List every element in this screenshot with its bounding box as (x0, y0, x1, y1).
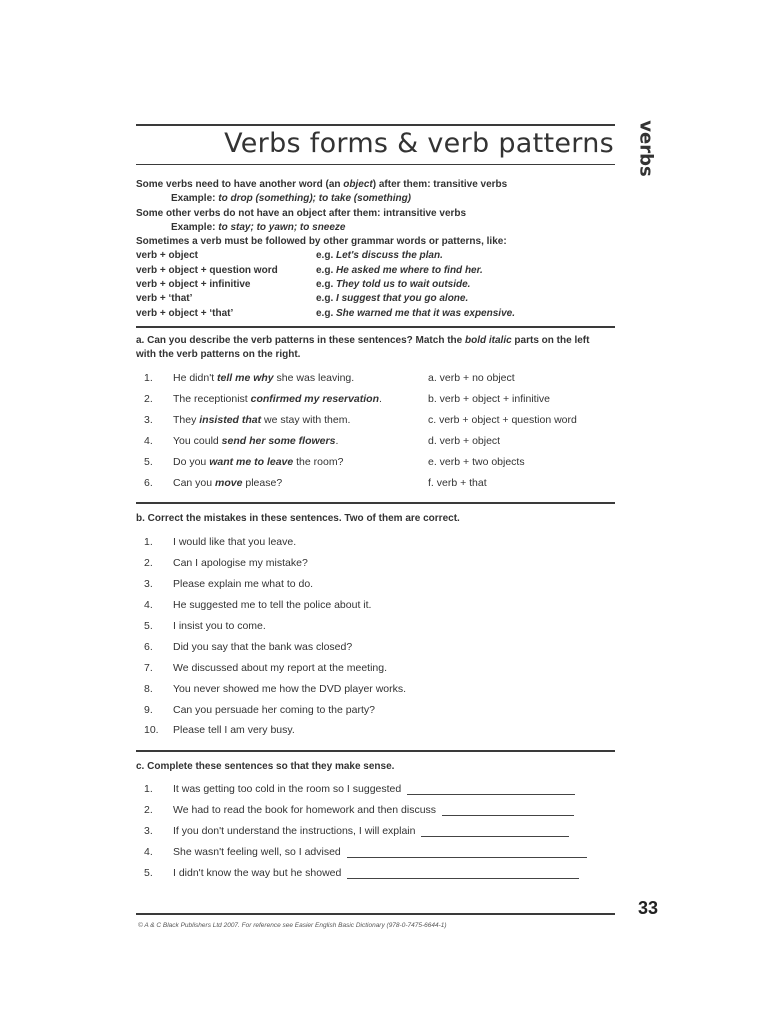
pattern-option: f. verb + that (428, 476, 487, 489)
list-item: 4. You could send her some flowers. d. verb + object (144, 435, 501, 448)
section-a-heading: a. Can you describe the verb patterns in these sentences? Match the bold italic parts on the left with the verb patterns on the right. (136, 335, 590, 360)
intro-line-3: Some other verbs do not have an object after them: intransitive verbs (136, 207, 467, 219)
pattern-row: verb + object + question word e.g. He asked me where to find her. (136, 264, 483, 276)
list-item: 3. Please explain me what to do. (144, 578, 314, 591)
list-item: 5. Do you want me to leave the room? e. verb + two objects (144, 456, 525, 468)
intro-line-5: Sometimes a verb must be followed by other grammar words or patterns, like: (136, 236, 507, 248)
list-item: 6. Can you move please? f. verb + that (144, 476, 487, 489)
section-a-list (136, 368, 616, 493)
list-item: 5. I didn't know the way but he showed (136, 863, 616, 884)
list-item: 1. I would like that you leave. (144, 536, 297, 549)
list-item: 2. Can I apologise my mistake? (144, 557, 308, 570)
section-a-rule (136, 326, 615, 328)
page-number: 33 (638, 898, 659, 918)
side-tab-label: verbs (635, 120, 657, 177)
page-title: Verbs forms & verb patterns (224, 128, 614, 159)
list-item: 3. If you don't understand the instructions, I will explain (136, 821, 616, 842)
intro-line-2: Example: to drop (something); to take (something) (171, 193, 412, 205)
intro-line-4: Example: to stay; to yawn; to sneeze (171, 221, 346, 233)
section-c-rule (136, 750, 615, 752)
pattern-option: e. verb + two objects (428, 456, 525, 468)
answer-blank[interactable] (347, 847, 587, 858)
side-tab (628, 120, 668, 180)
section-c-list (136, 779, 616, 883)
answer-blank[interactable] (407, 784, 575, 795)
section-b-list (136, 532, 616, 741)
section-b-rule (136, 502, 615, 504)
list-item: 5. I insist you to come. (144, 620, 266, 632)
list-item: 1. He didn't tell me why she was leaving. a. verb + no object (144, 372, 515, 385)
answer-blank[interactable] (347, 868, 579, 879)
pattern-row: verb + object + infinitive e.g. They told us to wait outside. (136, 279, 471, 291)
list-item: 2. We had to read the book for homework and then discuss (136, 800, 616, 821)
pattern-option: c. verb + object + question word (428, 414, 577, 427)
answer-blank[interactable] (442, 805, 574, 816)
list-item: 9. Can you persuade her coming to the party? (144, 703, 375, 716)
pattern-row: verb + object + ‘that’ e.g. She warned me that it was expensive. (136, 307, 515, 319)
list-item: 1. It was getting too cold in the room so I suggested (136, 779, 616, 800)
answer-blank[interactable] (421, 826, 569, 837)
list-item: 3. They insisted that we stay with them. c. verb + object + question word (144, 414, 577, 427)
intro-block (136, 178, 616, 321)
list-item: 6. Did you say that the bank was closed? (144, 640, 353, 653)
list-item: 4. She wasn't feeling well, so I advised (136, 842, 616, 863)
list-item: 4. He suggested me to tell the police about it. (144, 599, 372, 612)
list-item: 8. You never showed me how the DVD player works. (144, 682, 407, 695)
pattern-row: verb + object e.g. Let's discuss the plan. (136, 250, 443, 262)
pattern-option: b. verb + object + infinitive (428, 393, 550, 406)
list-item: 7. We discussed about my report at the meeting. (144, 661, 387, 674)
intro-line-1: Some verbs need to have another word (an object) after them: transitive verbs (136, 179, 508, 190)
pattern-row: verb + ‘that’ e.g. I suggest that you go alone. (136, 293, 469, 305)
bottom-rule (136, 913, 615, 915)
section-c-heading: c. Complete these sentences so that they make sense. (136, 761, 395, 772)
title-underline (136, 164, 615, 165)
copyright-footer: © A & C Black Publishers Ltd 2007. For reference see Easier English Basic Dictionary (978-0-7475-6644-1) (138, 922, 447, 929)
list-item: 2. The receptionist confirmed my reservation. b. verb + object + infinitive (144, 393, 550, 406)
list-item: 10. Please tell I am very busy. (144, 724, 295, 737)
top-rule (136, 124, 615, 126)
pattern-option: d. verb + object (428, 435, 501, 448)
section-b-heading: b. Correct the mistakes in these sentences. Two of them are correct. (136, 513, 460, 524)
pattern-option: a. verb + no object (428, 372, 515, 385)
